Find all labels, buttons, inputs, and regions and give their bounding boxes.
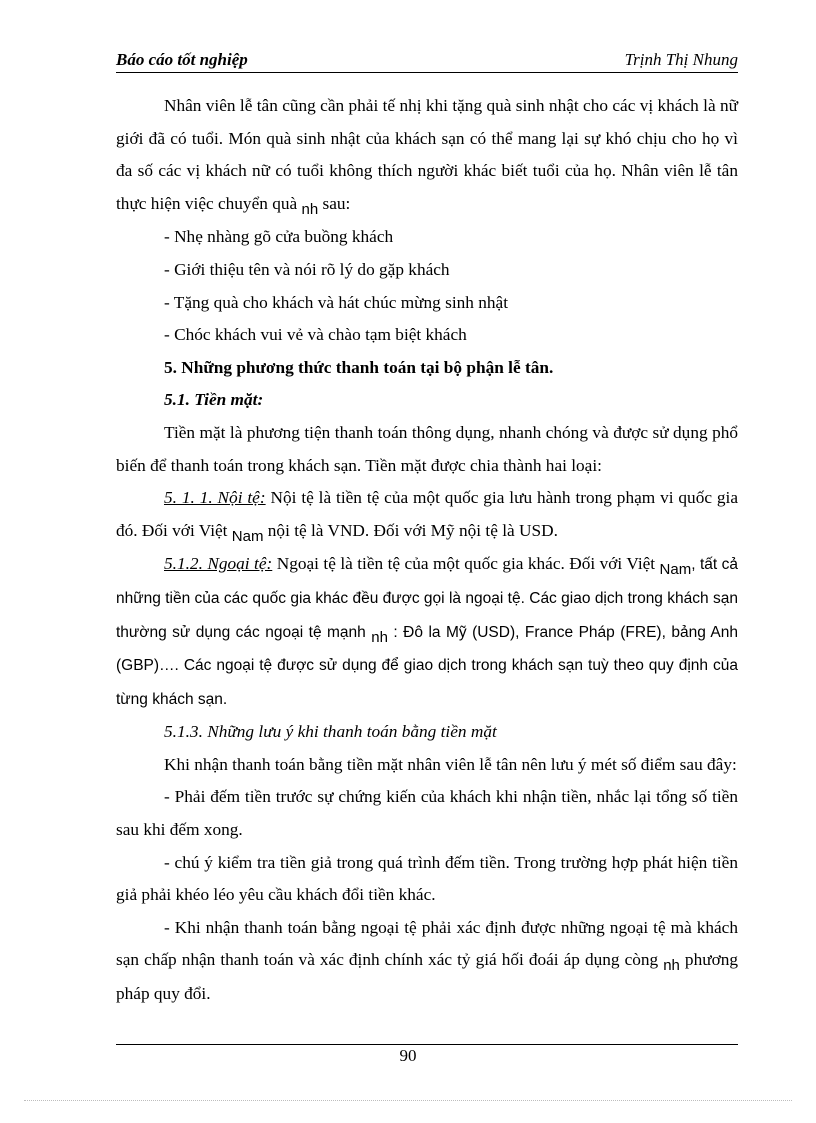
paragraph-cash-intro: Tiền mặt là phương tiện thanh toán thông dụng, nhanh chóng và được sử dụng phổ biến để thanh toán trong khách sạn. Tiền mặt được chia thành hai loại: xyxy=(116,422,738,475)
paragraph-foreign-currency xyxy=(116,548,738,716)
paragraph-note-exchange xyxy=(116,912,738,1011)
text-run: nội tệ là VND. Đối với Mỹ nội tệ là USD. xyxy=(263,520,558,540)
text-run: phương pháp quy đổi. xyxy=(116,950,738,1004)
paragraph-gift-etiquette xyxy=(116,90,738,221)
list-item: - Chóc khách vui vẻ và chào tạm biệt khách xyxy=(164,325,467,345)
text-run: , tất cả những tiền của các quốc gia khác đều được gọi là ngoại tệ. Các giao dịch trong khách sạn thường sử dụng các ngoại tệ mạnh xyxy=(116,556,739,641)
list-item: - Giới thiệu tên và nói rõ lý do gặp khách xyxy=(164,259,450,279)
page-number: 90 xyxy=(399,1046,417,1065)
paragraph-note-counterfeit: - chú ý kiểm tra tiền giả trong quá trình đếm tiền. Trong trường hợp phát hiện tiền giả phải khéo léo yêu cầu khách đổi tiền khác. xyxy=(116,852,738,905)
text-run: - Khi nhận thanh toán bằng ngoại tệ phải xác định được những ngoại tệ mà khách sạn chấp nhận thanh toán và xác định chính xác tỷ giá hối đoái áp dụng còng xyxy=(116,917,738,970)
inline-fragment: nh xyxy=(663,957,680,975)
subsection-heading-notes: 5.1.3. Những lưu ý khi thanh toán bằng tiền mặt xyxy=(164,722,497,742)
inline-fragment: Nam xyxy=(659,561,692,579)
footer-divider xyxy=(116,1044,738,1045)
header-report-title: Báo cáo tốt nghiệp xyxy=(116,50,248,69)
text-run: Nhân viên lễ tân cũng cần phải tế nhị khi tặng quà sinh nhật cho các vị khách là nữ giới đã có tuổi. Món quà sinh nhật của khách sạn có thể mang lại sự khó chịu cho họ vì đa số các vị khách nữ có tuổi không thích người khác biết tuổi của họ. Nhân viên lễ tân thực hiện việc chuyển quà xyxy=(116,96,738,213)
text-run: Ngoại tệ là tiền tệ của một quốc gia khác. Đối với Việt xyxy=(272,554,660,574)
page-body xyxy=(116,90,738,1011)
term-label: 5. 1. 1. Nội tệ: xyxy=(164,488,266,508)
text-run: sau: xyxy=(318,193,351,213)
inline-fragment: nh xyxy=(371,628,388,646)
inline-fragment: Nam xyxy=(231,527,264,545)
paragraph-local-currency xyxy=(116,482,738,548)
paragraph-note-counting: - Phải đếm tiền trước sự chứng kiến của khách khi nhận tiền, nhắc lại tổng số tiền sau khi đếm xong. xyxy=(116,787,738,840)
text-run: Nội tệ là tiền tệ của một quốc gia lưu hành trong phạm vi quốc gia đó. Đối với Việt xyxy=(116,488,738,540)
list-item: - Tặng quà cho khách và hát chúc mừng sinh nhật xyxy=(164,292,509,312)
section-heading: 5. Những phương thức thanh toán tại bộ phận lễ tân. xyxy=(164,357,554,377)
page-edge-dotted-line xyxy=(24,1100,792,1101)
list-item: - Nhẹ nhàng gõ cửa buồng khách xyxy=(164,227,394,247)
header-author-name: Trịnh Thị Nhung xyxy=(624,50,738,69)
page-header xyxy=(116,48,738,73)
text-run: : Đô la Mỹ (USD), France Pháp (FRE), bảng Anh (GBP)…. Các ngoại tệ được sử dụng để giao dịch trong khách sạn tuỳ theo quy định của từng khách sạn. xyxy=(116,623,738,708)
paragraph-notes-intro: Khi nhận thanh toán bằng tiền mặt nhân viên lễ tân nên lưu ý mét số điểm sau đây: xyxy=(164,754,737,774)
subsection-heading: 5.1. Tiền mặt: xyxy=(164,390,264,410)
inline-fragment: nh xyxy=(301,200,319,218)
term-label: 5.1.2. Ngoại tệ: xyxy=(164,554,273,574)
